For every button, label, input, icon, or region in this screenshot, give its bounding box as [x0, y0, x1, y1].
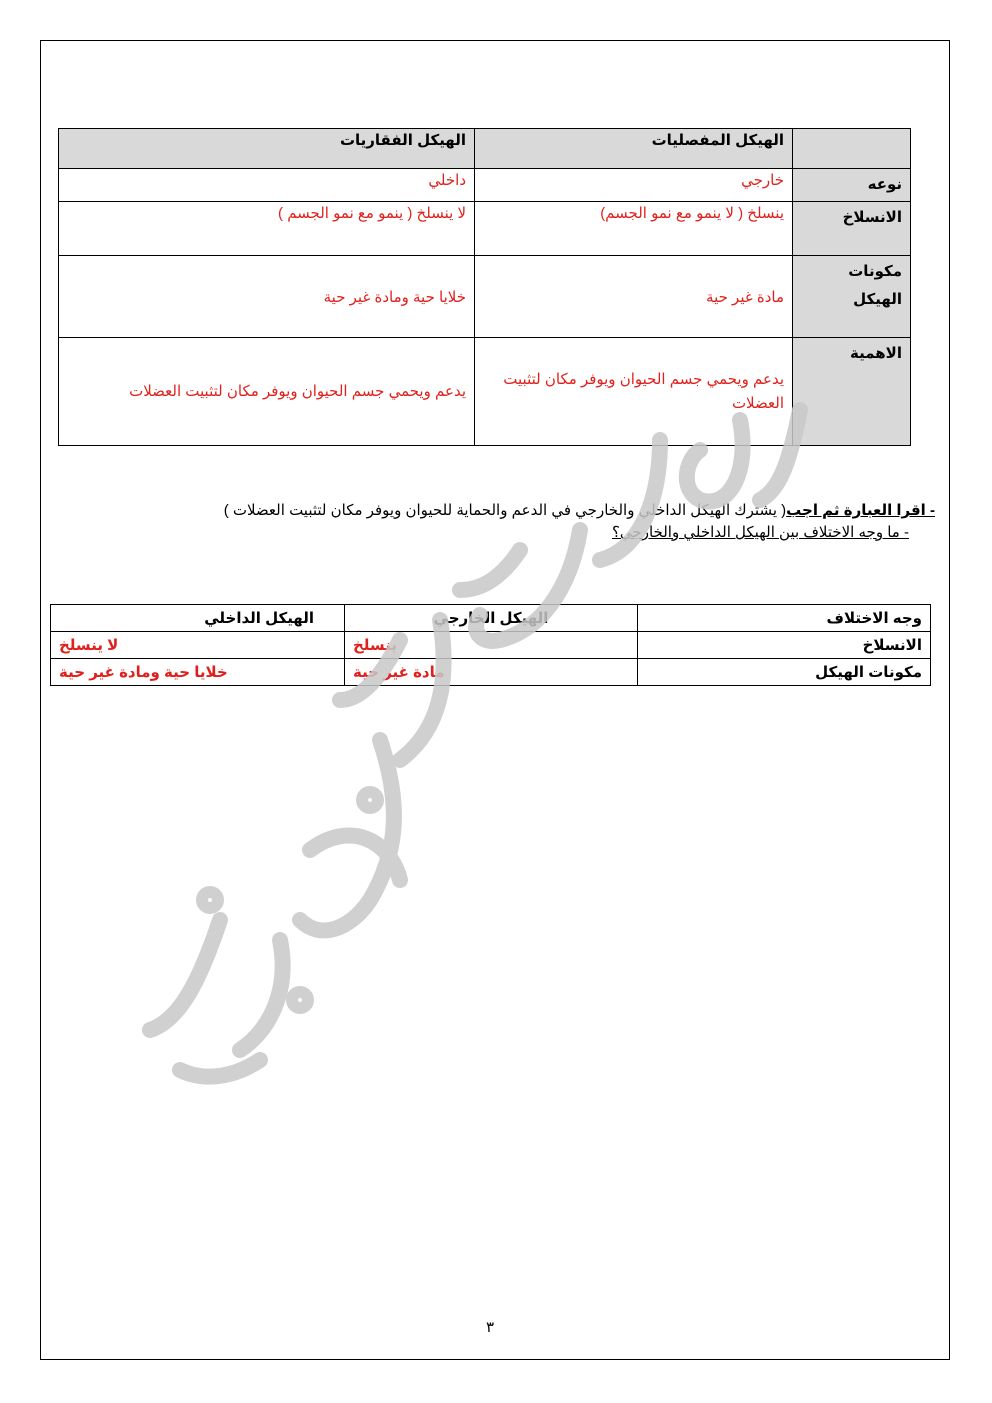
cell-internal-components: خلايا حية ومادة غير حية: [51, 659, 345, 686]
row-label-components: مكونات الهيكل: [638, 659, 931, 686]
row-label-type: نوعه: [793, 169, 911, 202]
comparison-table-1: [58, 128, 911, 446]
header-external: الهيكل الخارجي: [345, 605, 638, 632]
cell-arthropod-components: مادة غير حية: [475, 256, 793, 338]
question-lead: - اقرا العبارة ثم اجب: [786, 502, 935, 519]
header-vertebrate: الهيكل الفقاريات: [59, 129, 475, 169]
cell-external-molting: ينسلخ: [345, 632, 638, 659]
row-label-importance: الاهمية: [793, 338, 911, 446]
cell-external-components: مادة غير حية: [345, 659, 638, 686]
header-empty-cell: [793, 129, 911, 169]
table-row: [51, 632, 931, 659]
table-row: [59, 202, 911, 256]
cell-vertebrate-importance: يدعم ويحمي جسم الحيوان ويوفر مكان لتثبيت العضلات: [59, 338, 475, 446]
question-statement: ( يشترك الهيكل الداخلي والخارجي في الدعم والحماية للحيوان ويوفر مكان لتثبيت العضلات ): [223, 502, 787, 519]
row-label-molting: الانسلاخ: [793, 202, 911, 256]
cell-arthropod-molting: ينسلخ ( لا ينمو مع نمو الجسم): [475, 202, 793, 256]
cell-arthropod-type: خارجي: [475, 169, 793, 202]
comparison-table-2: [50, 604, 931, 686]
page-number: ٣: [486, 1319, 495, 1336]
table-header-row: [59, 129, 911, 169]
table-header-row: [51, 605, 931, 632]
cell-vertebrate-components: خلايا حية ومادة غير حية: [59, 256, 475, 338]
row-label-components: مكونات الهيكل: [793, 256, 911, 338]
table-row: [59, 169, 911, 202]
cell-internal-molting: لا ينسلخ: [51, 632, 345, 659]
table-row: [51, 659, 931, 686]
question-block: [80, 500, 935, 544]
question-sub: - ما وجه الاختلاف بين الهيكل الداخلي والخارجي؟: [611, 524, 909, 541]
cell-arthropod-importance: يدعم ويحمي جسم الحيوان ويوفر مكان لتثبيت العضلات: [475, 338, 793, 446]
table-row: [59, 256, 911, 338]
question-line: [80, 500, 935, 522]
header-difference: وجه الاختلاف: [638, 605, 931, 632]
table-row: [59, 338, 911, 446]
cell-vertebrate-type: داخلي: [59, 169, 475, 202]
header-arthropod: الهيكل المفصليات: [475, 129, 793, 169]
header-internal: الهيكل الداخلي: [51, 605, 345, 632]
row-label-molting: الانسلاخ: [638, 632, 931, 659]
cell-vertebrate-molting: لا ينسلخ ( ينمو مع نمو الجسم ): [59, 202, 475, 256]
